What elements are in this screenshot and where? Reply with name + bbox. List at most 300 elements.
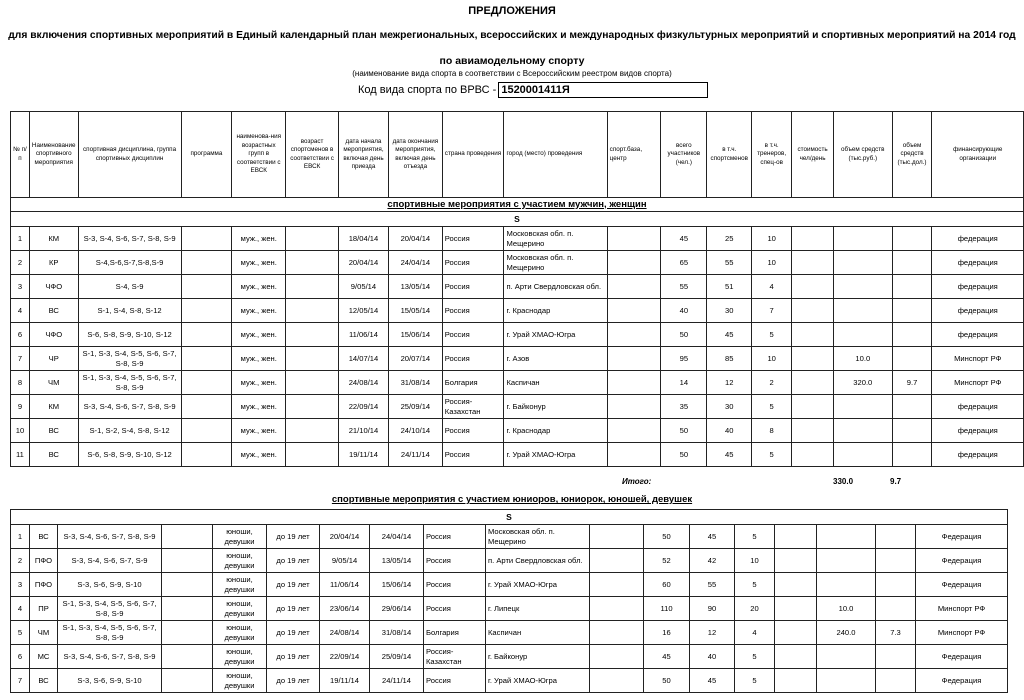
col-start-date-header: дата начала мероприятия, включая день приезда — [339, 112, 389, 198]
cell-city: Каспичан — [504, 371, 607, 395]
cell-age: до 19 лет — [267, 597, 320, 621]
cell-event-name: ВС — [30, 525, 58, 549]
cell-discipline: S-4,S-6,S-7,S-8,S-9 — [78, 251, 181, 275]
cell-athletes: 45 — [690, 669, 735, 693]
men-body — [11, 198, 1024, 467]
cell-total: 50 — [661, 323, 707, 347]
total-rub: 330.0 — [833, 477, 854, 486]
cell-venue — [590, 621, 644, 645]
cell-funding: федерация — [932, 419, 1024, 443]
cell-event-name: ВС — [30, 669, 58, 693]
cell-cost — [775, 597, 817, 621]
cell-country: Россия — [424, 597, 486, 621]
cell-total: 50 — [661, 443, 707, 467]
cell-program — [181, 323, 232, 347]
col-end-date-header: дата окончания мероприятия, включая день отъезда — [388, 112, 442, 198]
cell-total: 55 — [661, 275, 707, 299]
doc-subtitle: для включения спортивных мероприятий в Единый календарный план межрегиональных, всероссийских и международных физкультурных мероприятий и спортивных мероприятий на 2014 год — [8, 30, 1016, 41]
cell-athletes: 51 — [707, 275, 752, 299]
cell-funding: Федерация — [916, 549, 1008, 573]
cell-country: Россия — [424, 525, 486, 549]
cell-budget-usd — [892, 251, 932, 275]
cell-city: Каспичан — [486, 621, 590, 645]
table-row — [11, 525, 1008, 549]
cell-budget-rub — [834, 323, 893, 347]
cell-country: Россия — [442, 347, 504, 371]
table-row — [11, 669, 1008, 693]
cell-end-date: 24/11/14 — [370, 669, 424, 693]
cell-budget-usd — [892, 299, 932, 323]
table-row — [11, 275, 1024, 299]
table-row — [11, 299, 1024, 323]
cell-event-name: КМ — [29, 227, 78, 251]
cell-funding: Федерация — [916, 573, 1008, 597]
cell-city: г. Липецк — [486, 597, 590, 621]
cell-age-group: муж., жен. — [232, 371, 286, 395]
cell-number: 2 — [11, 251, 30, 275]
cell-age — [286, 323, 339, 347]
cell-coaches: 5 — [735, 669, 775, 693]
cell-coaches: 10 — [752, 227, 792, 251]
cell-budget-rub — [817, 573, 876, 597]
cell-cost — [792, 443, 834, 467]
cell-cost — [792, 251, 834, 275]
cell-program — [181, 251, 232, 275]
cell-budget-usd — [876, 573, 916, 597]
cell-total: 65 — [661, 251, 707, 275]
table-row — [11, 371, 1024, 395]
cell-end-date: 15/06/14 — [370, 573, 424, 597]
cell-venue — [607, 347, 661, 371]
cell-athletes: 12 — [707, 371, 752, 395]
col-athletes-header: в т.ч. спортсменов — [707, 112, 752, 198]
cell-program — [162, 573, 213, 597]
group-label-youth: S — [11, 510, 1008, 525]
cell-number: 8 — [11, 371, 30, 395]
cell-total: 50 — [644, 669, 690, 693]
cell-discipline: S-1, S-3, S-4, S-5, S-6, S-7, S-8, S-9 — [58, 597, 162, 621]
cell-athletes: 90 — [690, 597, 735, 621]
cell-start-date: 20/04/14 — [339, 251, 389, 275]
cell-country: Россия — [424, 549, 486, 573]
cell-discipline: S-3, S-4, S-6, S-7, S-8, S-9 — [58, 525, 162, 549]
cell-cost — [775, 645, 817, 669]
cell-number: 5 — [11, 621, 30, 645]
cell-country: Россия — [442, 323, 504, 347]
cell-age: до 19 лет — [267, 525, 320, 549]
cell-age-group: муж., жен. — [232, 323, 286, 347]
cell-athletes: 30 — [707, 299, 752, 323]
doc-title: ПРЕДЛОЖЕНИЯ — [468, 5, 556, 17]
cell-end-date: 24/11/14 — [388, 443, 442, 467]
cell-program — [181, 371, 232, 395]
cell-city: г. Байконур — [504, 395, 607, 419]
cell-end-date: 25/09/14 — [370, 645, 424, 669]
cell-age — [286, 347, 339, 371]
col-country-header: страна проведения — [442, 112, 504, 198]
cell-age-group: муж., жен. — [232, 395, 286, 419]
table-row — [11, 227, 1024, 251]
cell-number: 1 — [11, 525, 30, 549]
cell-discipline: S-3, S-4, S-6, S-7, S-8, S-9 — [78, 227, 181, 251]
cell-coaches: 5 — [752, 395, 792, 419]
cell-event-name: ПФО — [30, 549, 58, 573]
cell-event-name: ВС — [29, 443, 78, 467]
cell-budget-rub: 10.0 — [834, 347, 893, 371]
table-row — [11, 347, 1024, 371]
cell-country: Россия-Казахстан — [442, 395, 504, 419]
cell-discipline: S-1, S-3, S-4, S-5, S-6, S-7, S-8, S-9 — [78, 371, 181, 395]
cell-program — [181, 443, 232, 467]
cell-total: 14 — [661, 371, 707, 395]
cell-event-name: ЧФО — [29, 323, 78, 347]
header-row — [11, 112, 1024, 198]
cell-funding: Минспорт РФ — [916, 621, 1008, 645]
cell-start-date: 9/05/14 — [339, 275, 389, 299]
cell-coaches: 7 — [752, 299, 792, 323]
cell-coaches: 5 — [735, 645, 775, 669]
events-table-men — [10, 111, 1024, 467]
cell-coaches: 5 — [752, 323, 792, 347]
cell-athletes: 30 — [707, 395, 752, 419]
cell-country: Россия — [424, 669, 486, 693]
cell-end-date: 15/05/14 — [388, 299, 442, 323]
cell-number: 3 — [11, 573, 30, 597]
cell-city: г. Урай ХМАО-Югра — [504, 443, 607, 467]
cell-venue — [590, 573, 644, 597]
cell-coaches: 5 — [735, 573, 775, 597]
cell-age-group: юноши, девушки — [213, 525, 267, 549]
cell-event-name: ПФО — [30, 573, 58, 597]
cell-funding: федерация — [932, 299, 1024, 323]
cell-end-date: 13/05/14 — [370, 549, 424, 573]
cell-country: Россия — [424, 573, 486, 597]
cell-budget-usd: 7.3 — [876, 621, 916, 645]
group-row — [11, 212, 1024, 227]
cell-end-date: 31/08/14 — [370, 621, 424, 645]
cell-funding: федерация — [932, 395, 1024, 419]
cell-age-group: муж., жен. — [232, 251, 286, 275]
cell-budget-usd — [876, 669, 916, 693]
cell-venue — [607, 251, 661, 275]
cell-end-date: 20/04/14 — [388, 227, 442, 251]
cell-age — [286, 395, 339, 419]
col-venue-header: спорт.база, центр — [607, 112, 661, 198]
cell-country: Россия — [442, 299, 504, 323]
cell-venue — [607, 419, 661, 443]
cell-budget-usd — [892, 443, 932, 467]
section-title-row — [11, 198, 1024, 212]
cell-cost — [775, 573, 817, 597]
sport-code-label: Код вида спорта по ВРВС - — [358, 84, 497, 96]
cell-discipline: S-3, S-4, S-6, S-7, S-8, S-9 — [78, 395, 181, 419]
cell-discipline: S-3, S-4, S-6, S-7, S-8, S-9 — [58, 645, 162, 669]
cell-funding: федерация — [932, 443, 1024, 467]
cell-city: Московская обл. п. Мещерино — [504, 251, 607, 275]
cell-country: Россия — [442, 275, 504, 299]
cell-age — [286, 299, 339, 323]
cell-age-group: муж., жен. — [232, 347, 286, 371]
cell-city: г. Краснодар — [504, 419, 607, 443]
cell-city: г. Байконур — [486, 645, 590, 669]
cell-start-date: 9/05/14 — [320, 549, 370, 573]
col-cost-header: стоимость чел/день — [792, 112, 834, 198]
cell-start-date: 11/06/14 — [339, 323, 389, 347]
cell-funding: федерация — [932, 275, 1024, 299]
cell-start-date: 24/08/14 — [339, 371, 389, 395]
cell-program — [162, 549, 213, 573]
table-row — [11, 621, 1008, 645]
cell-country: Россия-Казахстан — [424, 645, 486, 669]
cell-cost — [792, 419, 834, 443]
cell-discipline: S-1, S-2, S-4, S-8, S-12 — [78, 419, 181, 443]
cell-budget-rub — [834, 443, 893, 467]
sport-name: по авиамодельному спорту — [439, 55, 585, 67]
cell-event-name: КР — [29, 251, 78, 275]
cell-number: 2 — [11, 549, 30, 573]
cell-number: 9 — [11, 395, 30, 419]
cell-age: до 19 лет — [267, 645, 320, 669]
cell-budget-rub: 10.0 — [817, 597, 876, 621]
cell-athletes: 45 — [690, 525, 735, 549]
cell-venue — [590, 549, 644, 573]
cell-total: 50 — [644, 525, 690, 549]
cell-event-name: ВС — [29, 419, 78, 443]
cell-budget-usd: 9.7 — [892, 371, 932, 395]
cell-program — [162, 621, 213, 645]
cell-age-group: юноши, девушки — [213, 669, 267, 693]
cell-total: 110 — [644, 597, 690, 621]
cell-coaches: 20 — [735, 597, 775, 621]
cell-age-group: муж., жен. — [232, 227, 286, 251]
cell-budget-usd — [876, 645, 916, 669]
cell-athletes: 85 — [707, 347, 752, 371]
cell-number: 10 — [11, 419, 30, 443]
cell-venue — [607, 299, 661, 323]
cell-program — [181, 227, 232, 251]
cell-event-name: МС — [30, 645, 58, 669]
cell-venue — [607, 443, 661, 467]
cell-age-group: юноши, девушки — [213, 549, 267, 573]
cell-venue — [607, 395, 661, 419]
table-row — [11, 251, 1024, 275]
cell-event-name: ВС — [29, 299, 78, 323]
cell-total: 16 — [644, 621, 690, 645]
cell-total: 95 — [661, 347, 707, 371]
col-age-header: возраст спортсменов в соответствии с ЕВСК — [286, 112, 339, 198]
table-row — [11, 645, 1008, 669]
cell-cost — [775, 549, 817, 573]
cell-age-group: муж., жен. — [232, 299, 286, 323]
cell-program — [181, 395, 232, 419]
cell-number: 6 — [11, 323, 30, 347]
cell-cost — [792, 299, 834, 323]
cell-cost — [792, 323, 834, 347]
cell-budget-usd — [892, 323, 932, 347]
cell-venue — [590, 597, 644, 621]
cell-age — [286, 371, 339, 395]
cell-age — [286, 275, 339, 299]
cell-program — [162, 669, 213, 693]
cell-end-date: 31/08/14 — [388, 371, 442, 395]
cell-athletes: 12 — [690, 621, 735, 645]
cell-athletes: 40 — [707, 419, 752, 443]
cell-discipline: S-6, S-8, S-9, S-10, S-12 — [78, 443, 181, 467]
cell-coaches: 2 — [752, 371, 792, 395]
cell-total: 45 — [644, 645, 690, 669]
cell-cost — [775, 525, 817, 549]
cell-coaches: 4 — [752, 275, 792, 299]
table-row — [11, 549, 1008, 573]
cell-cost — [775, 621, 817, 645]
cell-coaches: 10 — [752, 347, 792, 371]
cell-end-date: 13/05/14 — [388, 275, 442, 299]
cell-start-date: 24/08/14 — [320, 621, 370, 645]
cell-budget-rub — [817, 669, 876, 693]
cell-venue — [590, 669, 644, 693]
cell-cost — [792, 371, 834, 395]
col-discipline-header: спортивная дисциплина, группа спортивных дисциплин — [78, 112, 181, 198]
cell-city: г. Азов — [504, 347, 607, 371]
cell-athletes: 40 — [690, 645, 735, 669]
col-number-header: № п/п — [11, 112, 30, 198]
cell-budget-usd — [892, 275, 932, 299]
cell-venue — [590, 645, 644, 669]
cell-discipline: S-1, S-3, S-4, S-5, S-6, S-7, S-8, S-9 — [58, 621, 162, 645]
cell-budget-rub — [834, 395, 893, 419]
cell-event-name: ПР — [30, 597, 58, 621]
sport-code-line — [358, 82, 708, 98]
table-row — [11, 323, 1024, 347]
cell-budget-rub — [834, 251, 893, 275]
cell-country: Россия — [442, 227, 504, 251]
cell-cost — [792, 347, 834, 371]
cell-total: 35 — [661, 395, 707, 419]
cell-budget-rub — [817, 645, 876, 669]
cell-program — [162, 525, 213, 549]
cell-number: 11 — [11, 443, 30, 467]
cell-total: 40 — [661, 299, 707, 323]
cell-cost — [775, 669, 817, 693]
youth-body — [11, 510, 1008, 693]
cell-age: до 19 лет — [267, 573, 320, 597]
cell-number: 4 — [11, 597, 30, 621]
cell-city: г. Краснодар — [504, 299, 607, 323]
cell-venue — [607, 275, 661, 299]
cell-program — [181, 419, 232, 443]
cell-city: Московская обл. п. Мещерино — [504, 227, 607, 251]
cell-coaches: 10 — [752, 251, 792, 275]
cell-athletes: 42 — [690, 549, 735, 573]
cell-start-date: 18/04/14 — [339, 227, 389, 251]
cell-discipline: S-1, S-3, S-4, S-5, S-6, S-7, S-8, S-9 — [78, 347, 181, 371]
cell-total: 52 — [644, 549, 690, 573]
cell-start-date: 19/11/14 — [339, 443, 389, 467]
cell-country: Россия — [442, 443, 504, 467]
col-program-header: программа — [181, 112, 232, 198]
cell-funding: федерация — [932, 251, 1024, 275]
cell-budget-rub — [834, 227, 893, 251]
cell-age-group: юноши, девушки — [213, 597, 267, 621]
cell-event-name: КМ — [29, 395, 78, 419]
cell-venue — [607, 323, 661, 347]
col-event-name-header: Наименование спортивного мероприятия — [29, 112, 78, 198]
cell-program — [162, 597, 213, 621]
cell-city: г. Урай ХМАО-Югра — [486, 573, 590, 597]
cell-coaches: 8 — [752, 419, 792, 443]
cell-end-date: 24/04/14 — [388, 251, 442, 275]
cell-discipline: S-3, S-6, S-9, S-10 — [58, 573, 162, 597]
sport-note: (наименование вида спорта в соответствии с Всероссийским реестром видов спорта) — [352, 69, 672, 78]
cell-discipline: S-6, S-8, S-9, S-10, S-12 — [78, 323, 181, 347]
cell-number: 6 — [11, 645, 30, 669]
section-title-men: спортивные мероприятия с участием мужчин, женщин — [11, 198, 1024, 212]
cell-budget-usd — [892, 419, 932, 443]
cell-start-date: 14/07/14 — [339, 347, 389, 371]
cell-age — [286, 227, 339, 251]
cell-athletes: 55 — [707, 251, 752, 275]
cell-end-date: 24/04/14 — [370, 525, 424, 549]
cell-venue — [607, 227, 661, 251]
cell-age — [286, 443, 339, 467]
cell-number: 7 — [11, 669, 30, 693]
cell-city: Московская обл. п. Мещерино — [486, 525, 590, 549]
cell-event-name: ЧМ — [29, 371, 78, 395]
cell-city: г. Урай ХМАО-Югра — [486, 669, 590, 693]
total-usd: 9.7 — [890, 477, 902, 486]
cell-start-date: 23/06/14 — [320, 597, 370, 621]
events-table-youth — [10, 509, 1008, 693]
cell-funding: Минспорт РФ — [932, 371, 1024, 395]
cell-funding: Федерация — [916, 669, 1008, 693]
cell-country: Россия — [442, 419, 504, 443]
table-row — [11, 443, 1024, 467]
cell-budget-usd — [892, 227, 932, 251]
cell-program — [181, 299, 232, 323]
cell-cost — [792, 275, 834, 299]
cell-budget-rub — [834, 419, 893, 443]
cell-end-date: 24/10/14 — [388, 419, 442, 443]
cell-start-date: 21/10/14 — [339, 419, 389, 443]
cell-age: до 19 лет — [267, 549, 320, 573]
cell-age — [286, 419, 339, 443]
cell-country: Болгария — [424, 621, 486, 645]
cell-event-name: ЧМ — [30, 621, 58, 645]
cell-budget-rub — [817, 525, 876, 549]
cell-end-date: 29/06/14 — [370, 597, 424, 621]
cell-budget-rub: 320.0 — [834, 371, 893, 395]
cell-athletes: 25 — [707, 227, 752, 251]
table-row — [11, 419, 1024, 443]
cell-program — [181, 275, 232, 299]
col-age-group-header: наименова-ния возрастных групп в соответствии с ЕВСК — [232, 112, 286, 198]
group-row — [11, 510, 1008, 525]
cell-city: г. Урай ХМАО-Югра — [504, 323, 607, 347]
table-row — [11, 597, 1008, 621]
cell-funding: Минспорт РФ — [916, 597, 1008, 621]
cell-start-date: 20/04/14 — [320, 525, 370, 549]
cell-athletes: 45 — [707, 323, 752, 347]
cell-age: до 19 лет — [267, 669, 320, 693]
cell-cost — [792, 227, 834, 251]
cell-country: Болгария — [442, 371, 504, 395]
cell-funding: Федерация — [916, 645, 1008, 669]
cell-budget-usd — [876, 525, 916, 549]
col-budget-usd-header: объем средств (тыс.дол.) — [892, 112, 932, 198]
cell-start-date: 11/06/14 — [320, 573, 370, 597]
cell-budget-usd — [876, 597, 916, 621]
col-coaches-header: в т.ч. тренеров, спец-ов — [752, 112, 792, 198]
